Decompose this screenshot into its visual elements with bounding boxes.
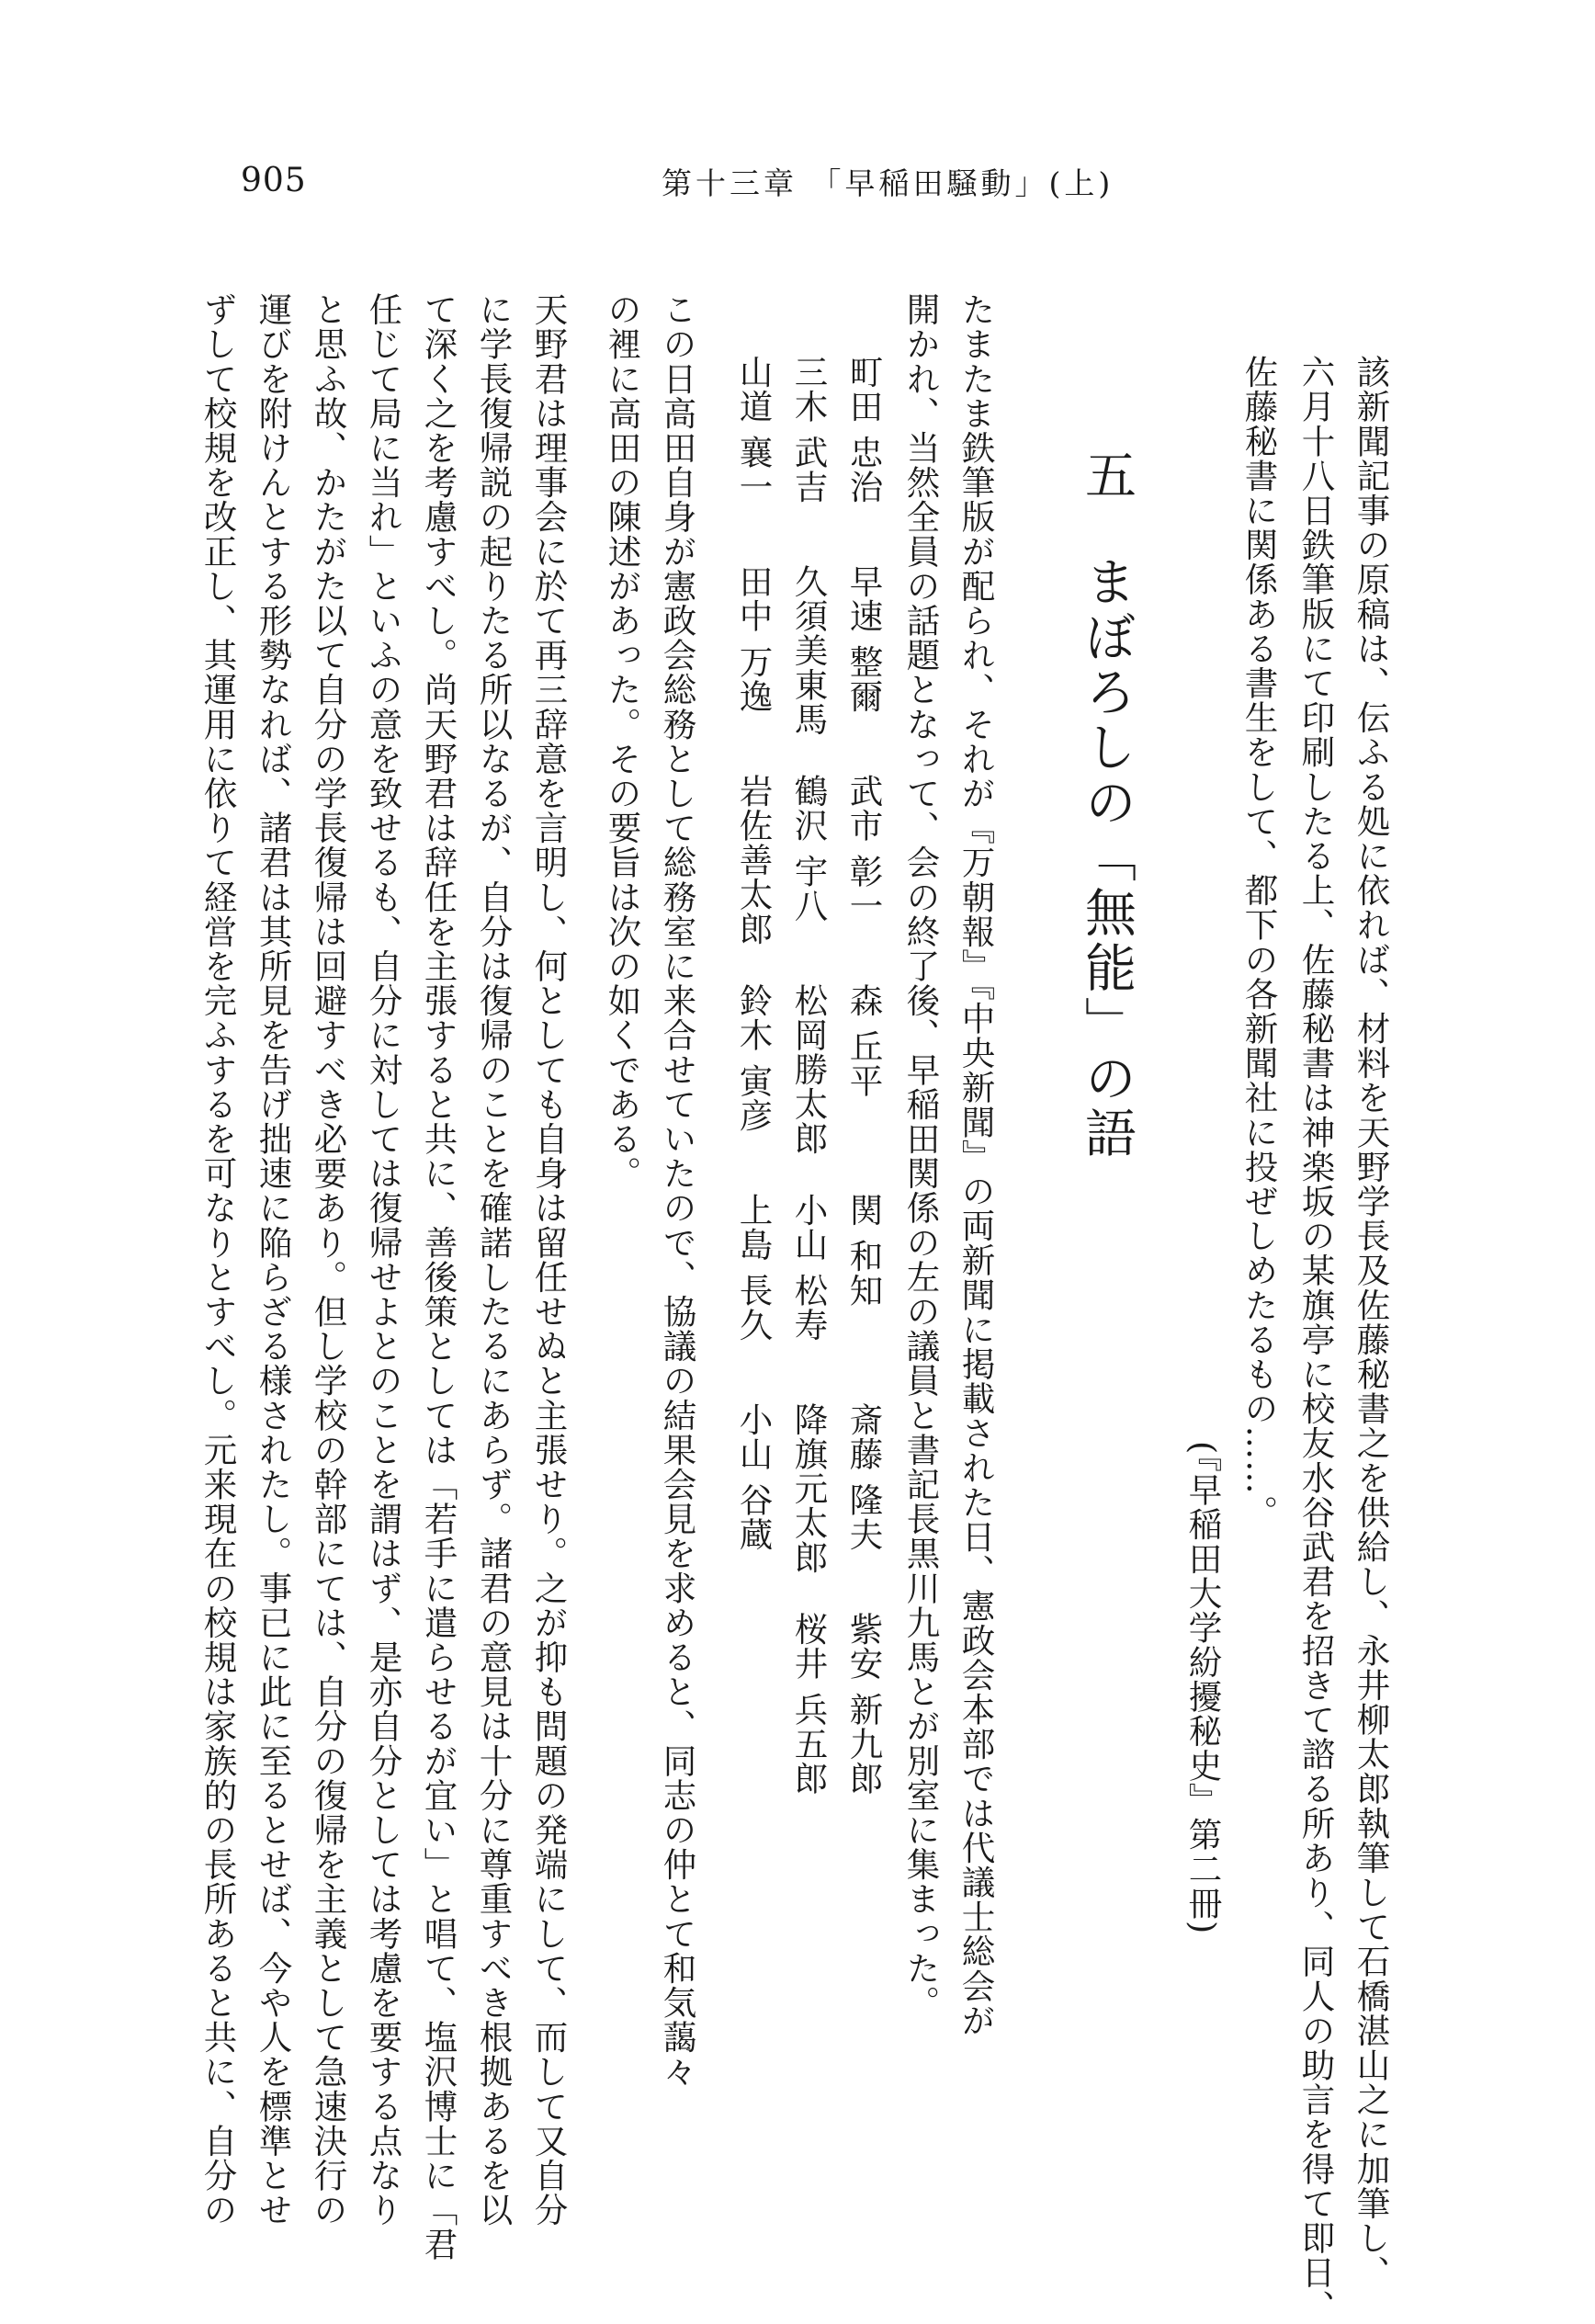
statement-line: 天野君は理事会に於て再三辞意を言明し、何としても自身は留任せぬと主張せり。之が抑も問題の発端にして、而して又自分 [529,292,569,2228]
section-number: 五 [1077,448,1137,504]
paragraph-line: 開かれ、当然全員の話題となって、会の終了後、早稲田関係の左の議員と書記長黒川九馬とが別室に集まった。 [901,292,941,2020]
member-name: 松岡勝太郎 [789,983,829,1156]
quote-line: 該新聞記事の原稿は、伝ふる処に依れば、材料を天野学長及佐藤秘書之を供給し、永井柳太郎執筆して石橋湛山之に加筆し、 [1352,355,1391,2290]
section-title: まぼろしの「無能」の語 [1077,555,1137,1162]
member-name: 三木 武吉 [789,355,829,504]
page-number: 905 [241,162,307,199]
member-name: 桜井 兵五郎 [789,1612,829,1797]
member-name: 小山 松寿 [789,1193,829,1343]
member-name: 鈴木 寅彦 [734,983,774,1133]
statement-line: ずして校規を改正し、其運用に依りて経営を完ふするを可なりとすべし。元来現在の校規は家族的の長所あると共に、自分の [198,292,238,2228]
statement-line: 運びを附けんとする形勢なれば、諸君は其所見を告げ拙速に陥らざる様されたし。事已に此に至るとせば、今や人を標準とせ [254,292,293,2228]
member-name: 森 丘平 [844,983,884,1099]
member-name: 紫安 新九郎 [844,1612,884,1797]
member-name: 町田 忠治 [844,355,884,504]
member-name: 田中 万逸 [734,564,774,714]
section-heading [1077,448,1136,1162]
statement-line: て深く之を考慮すべし。尚天野君は辞任を主張すると共に、善後策としては「若手に遣らせるが宜い」と唱て、塩沢博士に「君 [419,292,458,2262]
paragraph-line: この日高田自身が憲政会総務として総務室に来合せていたので、協議の結果会見を求めると、同志の仲とて和気藹々 [658,292,697,2090]
member-name: 山道 襄一 [734,355,774,504]
member-name: 岩佐善太郎 [734,774,774,947]
running-head: 第十三章 「早稲田騒動」(上) [662,165,1114,201]
member-name: 降旗元太郎 [789,1402,829,1575]
member-name: 武市 彰一 [844,774,884,924]
member-name: 早速 整爾 [844,564,884,714]
member-name: 久須美東馬 [789,564,829,737]
paragraph-line: たまたま鉄筆版が配られ、それが『万朝報』『中央新聞』の両新聞に掲載された日、憲政会本部では代議士総会が [956,292,996,2038]
quote-line: 佐藤秘書に関係ある書生をして、都下の各新聞社に投ぜしめたるもの……。 [1239,355,1279,1530]
statement-line: と思ふ故、かたがた以て自分の学長復帰は回避すべき必要あり。但し学校の幹部にては、自分の復帰を主義として急速決行の [309,292,348,2228]
paragraph-line: の裡に高田の陳述があった。その要旨は次の如くである。 [603,292,642,1191]
statement-line: 任じて局に当れ」といふの意を致せるも、自分に対しては復帰せよとのことを謂はず、是亦自分としては考慮を要する点なり [364,292,403,2228]
member-row [839,355,888,1797]
member-name: 小山 谷蔵 [734,1402,774,1552]
member-row [729,355,778,1552]
member-name: 上島 長久 [734,1193,774,1343]
quote-line: 六月十八日鉄筆版にて印刷したる上、佐藤秘書は神楽坂の某旗亭に校友水谷武君を招きて諮る所あり、同人の助言を得て即日、 [1296,355,1336,2324]
member-name: 関 和知 [844,1193,884,1309]
member-row [784,355,833,1797]
member-name: 鶴沢 宇八 [789,774,829,924]
member-name: 斎藤 隆夫 [844,1402,884,1552]
quote-source: (『早稲田大学紛擾秘史』第二冊) [1183,1441,1223,1935]
statement-line: に学長復帰説の起りたる所以なるが、自分は復帰のことを確諾したるにあらず。諸君の意見は十分に尊重すべき根拠あるを以 [474,292,514,2228]
